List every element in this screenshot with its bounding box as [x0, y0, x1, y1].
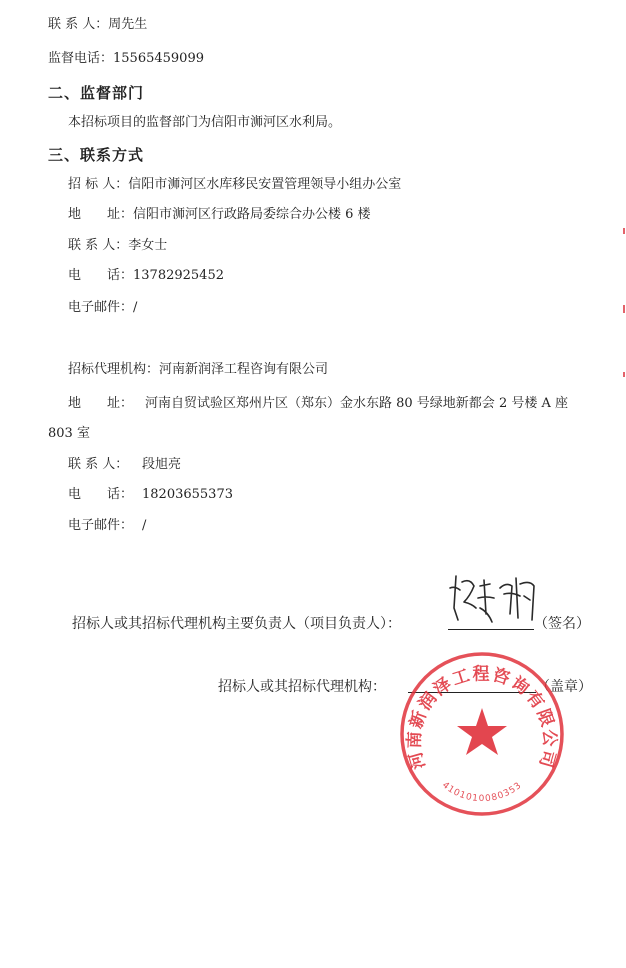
tenderer-email-value: / — [133, 300, 138, 315]
tenderer-phone-value: 13782925452 — [133, 268, 224, 283]
section-heading-supervision: 二、监督部门 — [48, 84, 145, 102]
supervisor-phone-value: 15565459099 — [113, 51, 204, 66]
tenderer-contact-row — [68, 238, 167, 254]
section-heading-contact: 三、联系方式 — [48, 146, 145, 164]
supervisor-contact-row — [48, 17, 147, 33]
agency-name-value: 河南新润泽工程咨询有限公司 — [159, 362, 329, 377]
agency-phone-row — [68, 487, 233, 503]
tenderer-email-row — [68, 300, 137, 316]
signature-suffix: （签名） — [534, 616, 590, 632]
tenderer-label: 招 标 人： — [68, 177, 129, 192]
agency-contact-row — [68, 457, 181, 473]
tenderer-address-row — [68, 207, 371, 223]
scan-edge-mark — [623, 372, 625, 377]
agency-phone-label: 电 话： — [68, 487, 134, 502]
tenderer-value: 信阳市浉河区水库移民安置管理领导小组办公室 — [128, 177, 402, 192]
scan-edge-mark — [623, 228, 625, 234]
agency-address-label: 地 址： — [68, 396, 134, 411]
agency-address-value: 河南自贸试验区郑州片区（郑东）金水东路 80 号绿地新都会 2 号楼 A 座 — [145, 396, 568, 411]
agency-contact-value: 段旭亮 — [142, 457, 182, 472]
tenderer-address-label: 地 址： — [68, 207, 134, 222]
tenderer-email-label: 电子邮件： — [68, 300, 134, 315]
seal-suffix: （盖章） — [536, 679, 592, 695]
tenderer-phone-label: 电 话： — [68, 268, 134, 283]
contact-person-value: 周先生 — [108, 17, 148, 32]
principal-signature-label: 招标人或其招标代理机构主要负责人（项目负责人）： — [72, 616, 401, 632]
tenderer-address-value: 信阳市浉河区行政路局委综合办公楼 6 楼 — [133, 207, 371, 222]
agency-name-row — [68, 362, 328, 378]
supervision-text: 本招标项目的监督部门为信阳市浉河区水利局。 — [68, 115, 342, 130]
handwritten-signature — [446, 568, 546, 630]
agency-email-value: / — [142, 518, 147, 533]
agency-contact-label: 联 系 人： — [68, 457, 129, 472]
svg-text:河南新润泽工程咨询有限公司: 河南新润泽工程咨询有限公司 — [404, 664, 560, 772]
tenderer-row — [68, 177, 401, 193]
agency-name-label: 招标代理机构： — [68, 362, 160, 377]
tenderer-phone-row — [68, 268, 224, 284]
org-seal-label: 招标人或其招标代理机构： — [218, 679, 386, 695]
tenderer-contact-label: 联 系 人： — [68, 238, 129, 253]
contact-person-label: 联 系 人： — [48, 17, 109, 32]
agency-address-row — [68, 396, 568, 412]
supervisor-phone-row — [48, 51, 204, 67]
tenderer-contact-value: 李女士 — [128, 238, 168, 253]
agency-email-label: 电子邮件： — [68, 518, 134, 533]
agency-address-continuation: 803 室 — [48, 426, 90, 441]
supervisor-phone-label: 监督电话： — [48, 51, 114, 66]
svg-text:4101010080353: 4101010080353 — [439, 780, 525, 805]
agency-email-row — [68, 518, 146, 534]
agency-phone-value: 18203655373 — [142, 487, 233, 502]
scan-edge-mark — [623, 305, 625, 313]
company-seal — [398, 650, 566, 818]
